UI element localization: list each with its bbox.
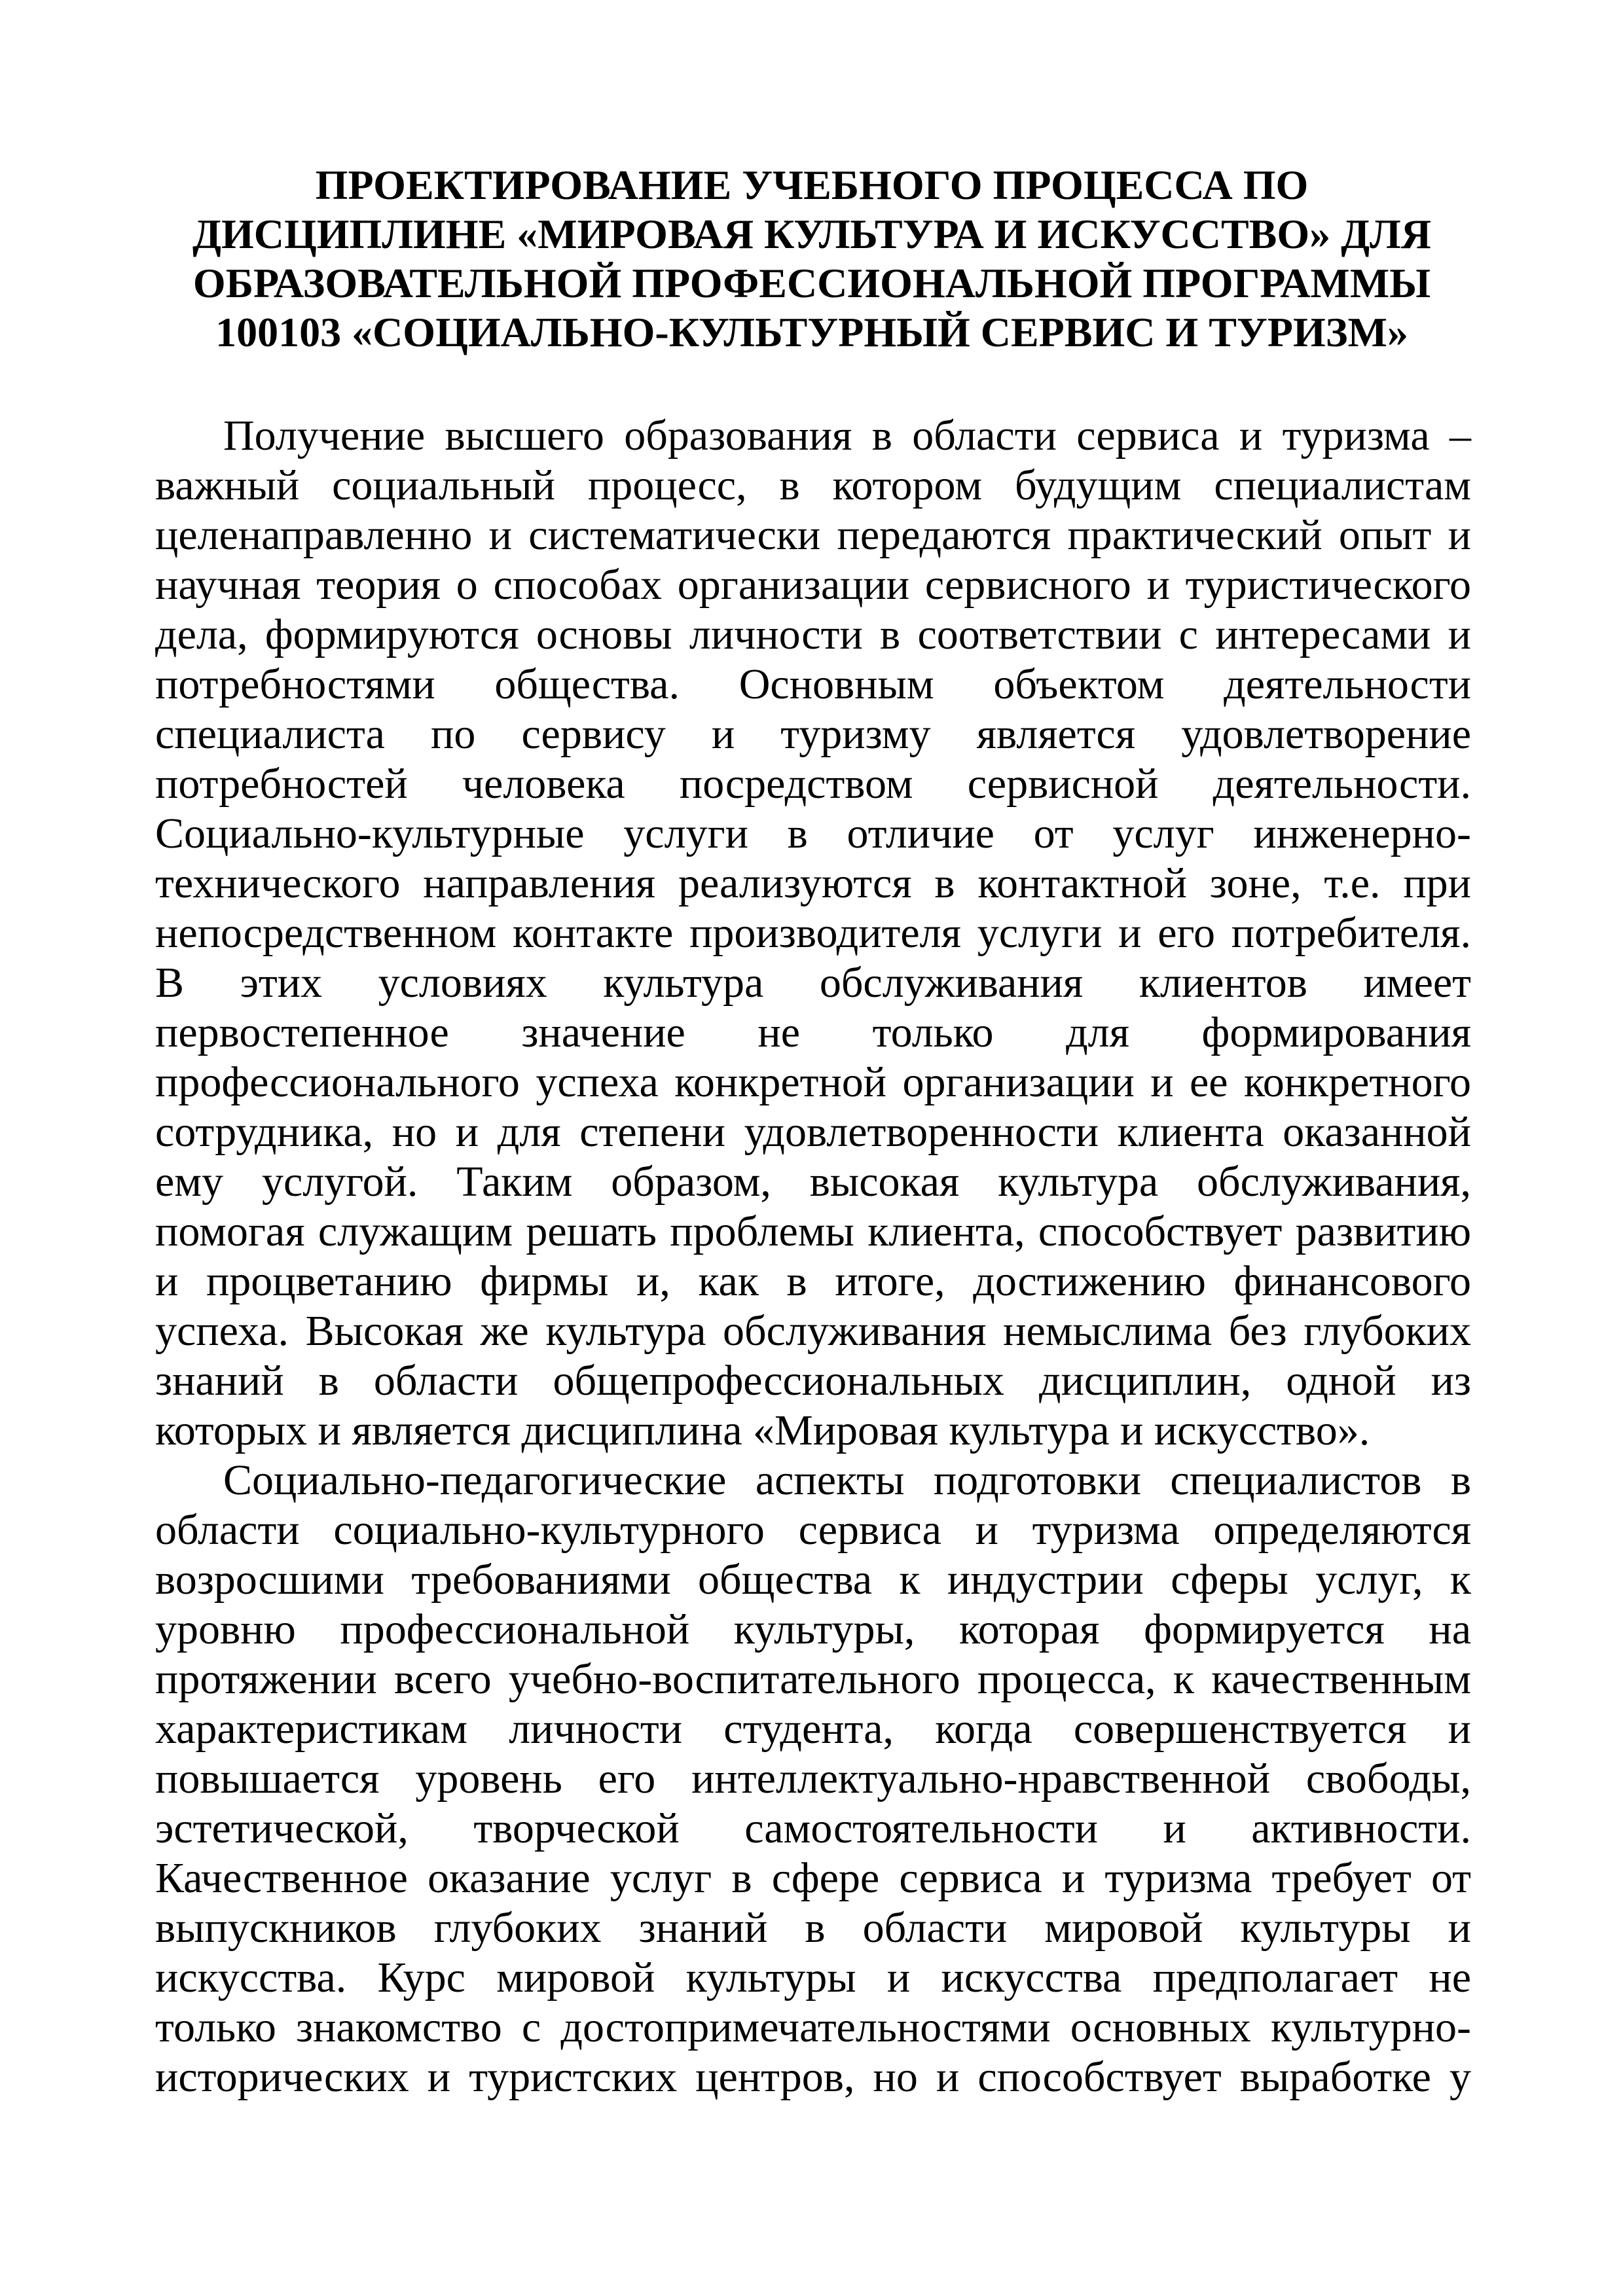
text-line: возросшими требованиями общества к индустрии сферы услуг, к bbox=[155, 1556, 1471, 1604]
text-line: знаний в области общепрофессиональных дисциплин, одной из bbox=[155, 1357, 1471, 1405]
text-line: потребностями общества. Основным объектом деятельности bbox=[155, 660, 1471, 708]
text-line: помогая служащим решать проблемы клиента, способствует развитию bbox=[155, 1208, 1471, 1255]
text-line: научная теория о способах организации сервисного и туристического bbox=[155, 561, 1471, 609]
text-line: только знакомство с достопримечательностями основных культурно- bbox=[155, 2003, 1471, 2051]
text-line: характеристикам личности студента, когда совершенствуется и bbox=[155, 1705, 1471, 1753]
text-line: выпускников глубоких знаний в области мировой культуры и bbox=[155, 1904, 1471, 1952]
text-line: профессионального успеха конкретной организации и ее конкретного bbox=[155, 1058, 1471, 1106]
title-line: ПРОЕКТИРОВАНИЕ УЧЕБНОГО ПРОЦЕССА ПО bbox=[315, 162, 1309, 208]
text-line: эстетической, творческой самостоятельности и активности. bbox=[155, 1804, 1471, 1852]
text-line: первостепенное значение не только для формирования bbox=[155, 1009, 1471, 1056]
text-line: повышается уровень его интеллектуально-нравственной свободы, bbox=[155, 1755, 1471, 1803]
text-line: потребностей человека посредством сервисной деятельности. bbox=[155, 760, 1471, 808]
title-line: 100103 «СОЦИАЛЬНО-КУЛЬТУРНЫЙ СЕРВИС И ТУРИЗМ» bbox=[215, 309, 1408, 355]
text-line: целенаправленно и систематически передаются практический опыт и bbox=[155, 511, 1471, 559]
paragraph-2 bbox=[155, 1456, 1471, 2102]
text-line: сотрудника, но и для степени удовлетворенности клиента оказанной bbox=[155, 1108, 1471, 1156]
text-line: уровню профессиональной культуры, которая формируется на bbox=[155, 1605, 1471, 1653]
paragraph-1 bbox=[155, 411, 1471, 1456]
text-line: исторических и туристских центров, но и способствует выработке у bbox=[155, 2053, 1471, 2101]
document-title bbox=[157, 160, 1467, 357]
title-line: ОБРАЗОВАТЕЛЬНОЙ ПРОФЕССИОНАЛЬНОЙ ПРОГРАММЫ bbox=[192, 260, 1431, 306]
text-line: Социально-культурные услуги в отличие от услуг инженерно- bbox=[155, 810, 1471, 857]
text-line: В этих условиях культура обслуживания клиентов имеет bbox=[155, 959, 1471, 1007]
document-body bbox=[155, 411, 1471, 2102]
text-line: успеха. Высокая же культура обслуживания немыслима без глубоких bbox=[155, 1307, 1471, 1355]
text-line: непосредственном контакте производителя услуги и его потребителя. bbox=[155, 909, 1471, 957]
text-line: которых и является дисциплина «Мировая культура и искусство». bbox=[155, 1407, 1370, 1454]
text-line: специалиста по сервису и туризму является удовлетворение bbox=[155, 710, 1471, 758]
text-line: технического направления реализуются в контактной зоне, т.е. при bbox=[155, 859, 1471, 907]
text-line: ему услугой. Таким образом, высокая культура обслуживания, bbox=[155, 1158, 1471, 1206]
text-line: важный социальный процесс, в котором будущим специалистам bbox=[155, 461, 1471, 509]
title-line: ДИСЦИПЛИНЕ «МИРОВАЯ КУЛЬТУРА И ИСКУССТВО» ДЛЯ bbox=[192, 211, 1432, 257]
text-line: и процветанию фирмы и, как в итоге, достижению финансового bbox=[155, 1257, 1471, 1305]
text-line: области социально-культурного сервиса и туризма определяются bbox=[155, 1506, 1471, 1554]
text-line: дела, формируются основы личности в соответствии с интересами и bbox=[155, 611, 1471, 658]
text-line: Качественное оказание услуг в сфере сервиса и туризма требует от bbox=[155, 1854, 1471, 1902]
text-line: протяжении всего учебно-воспитательного процесса, к качественным bbox=[155, 1655, 1471, 1703]
text-line: искусства. Курс мировой культуры и искусства предполагает не bbox=[155, 1954, 1471, 2001]
text-line: Социально-педагогические аспекты подготовки специалистов в bbox=[223, 1456, 1471, 1504]
text-line: Получение высшего образования в области сервиса и туризма – bbox=[223, 412, 1471, 459]
